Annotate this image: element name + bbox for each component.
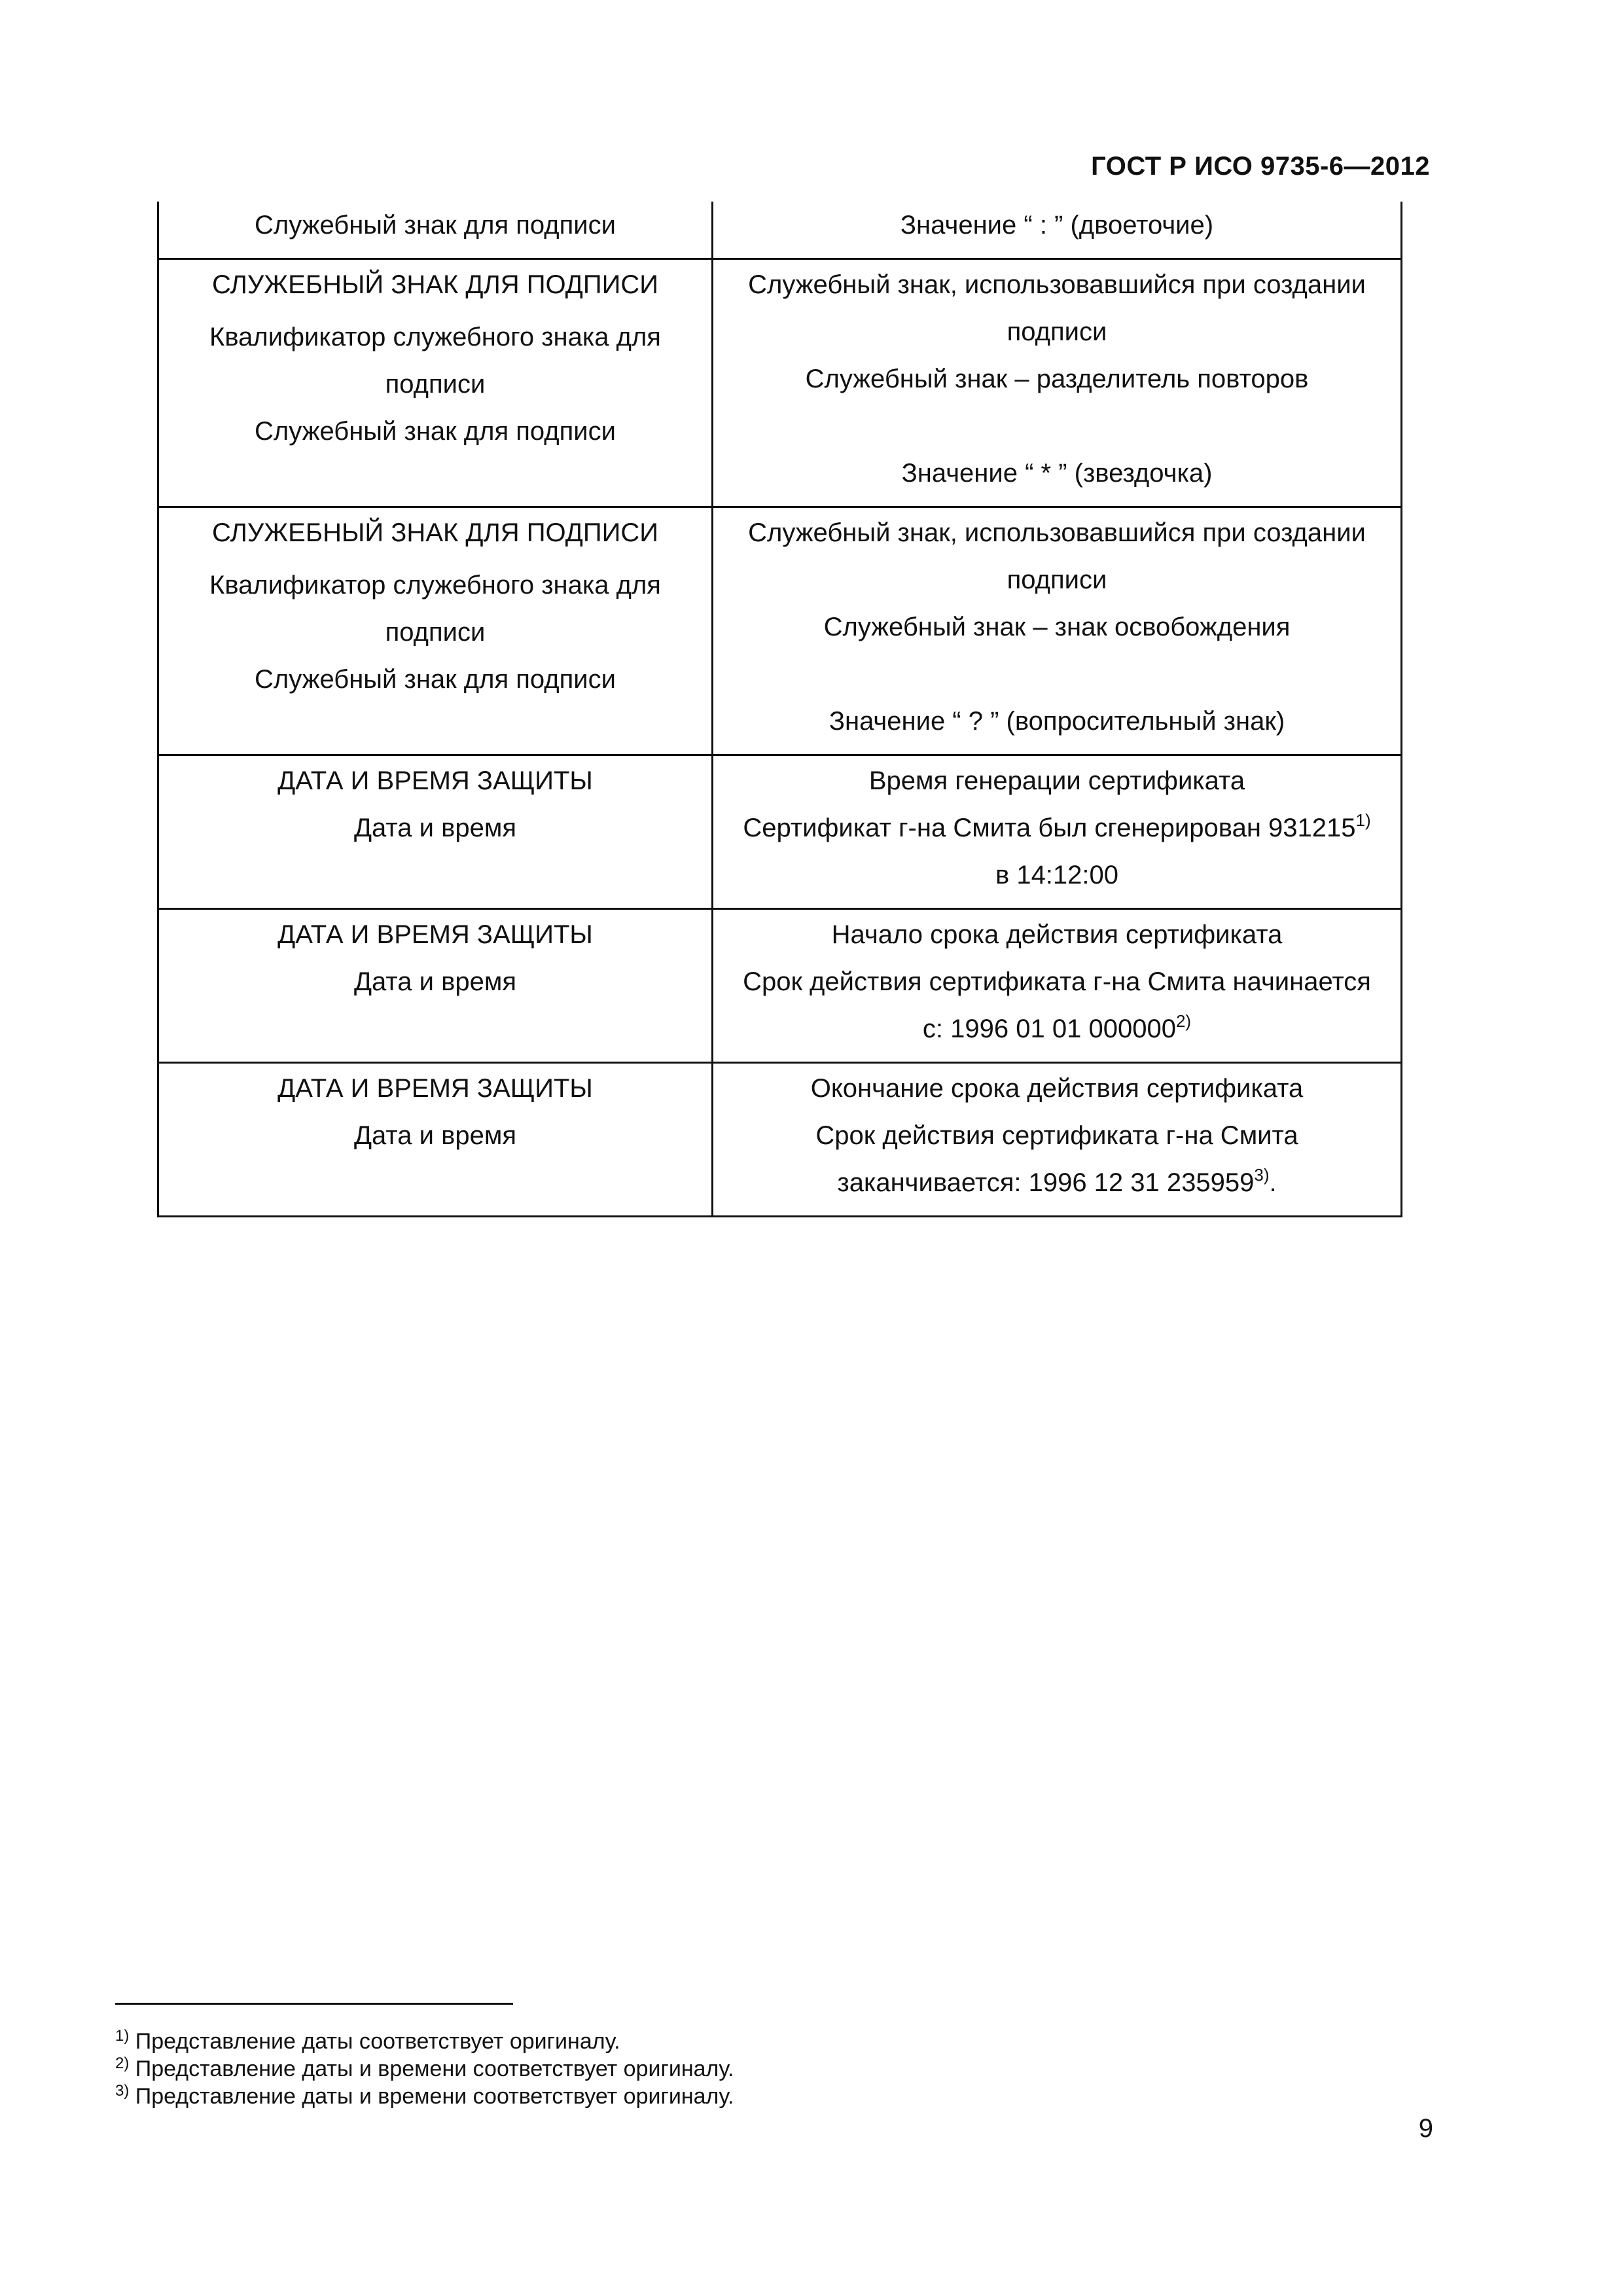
cell-line: Служебный знак для подписи bbox=[255, 211, 616, 240]
footnote-mark: 2) bbox=[115, 2054, 130, 2072]
cell-line: Значение “ : ” (двоеточие) bbox=[900, 211, 1214, 240]
footnote-item bbox=[115, 2055, 734, 2083]
page-number: 9 bbox=[1418, 2114, 1433, 2143]
footnote-mark: 1) bbox=[115, 2027, 130, 2045]
cell-line: в 14:12:00 bbox=[995, 861, 1119, 889]
table-row bbox=[158, 1063, 1402, 1217]
table-row bbox=[158, 909, 1402, 1063]
table-cell-right bbox=[713, 755, 1402, 909]
table-row bbox=[158, 755, 1402, 909]
cell-line bbox=[717, 1005, 1397, 1052]
cell-line: подписи bbox=[385, 370, 486, 399]
footnote-ref: 2) bbox=[1175, 1011, 1192, 1031]
footnote-text: Представление даты и времени соответствует оригиналу. bbox=[135, 2084, 734, 2109]
cell-line: Служебный знак для подписи bbox=[255, 665, 616, 694]
cell-line bbox=[717, 403, 1397, 450]
table-cell-left bbox=[158, 259, 713, 507]
table-cell-left bbox=[158, 755, 713, 909]
cell-line: Служебный знак – разделитель повторов bbox=[805, 365, 1309, 393]
cell-line: Служебный знак для подписи bbox=[255, 417, 616, 446]
table-cell-right bbox=[713, 202, 1402, 259]
footnote-mark: 3) bbox=[115, 2082, 130, 2100]
table-cell-right bbox=[713, 909, 1402, 1063]
footnote-ref: 3) bbox=[1254, 1165, 1270, 1185]
cell-line: Служебный знак – знак освобождения bbox=[823, 613, 1291, 641]
footnotes bbox=[115, 2028, 734, 2110]
cell-line: Время генерации сертификата bbox=[868, 766, 1245, 795]
cell-line: подписи bbox=[1007, 317, 1107, 346]
cell-line: Начало срока действия сертификата bbox=[831, 920, 1283, 949]
table-cell-left bbox=[158, 202, 713, 259]
cell-line: ДАТА И ВРЕМЯ ЗАЩИТЫ bbox=[277, 920, 593, 949]
footnote-text: Представление даты и времени соответствует оригиналу. bbox=[135, 2056, 734, 2081]
cell-line: ДАТА И ВРЕМЯ ЗАЩИТЫ bbox=[277, 1074, 593, 1103]
cell-text: Сертификат г-на Смита был сгенерирован 931215 bbox=[743, 814, 1356, 842]
cell-text: заканчивается: 1996 12 31 235959 bbox=[837, 1168, 1255, 1197]
cell-line: Значение “ * ” (звездочка) bbox=[901, 459, 1213, 488]
footnote-item bbox=[115, 2028, 734, 2055]
table-cell-left bbox=[158, 507, 713, 755]
table-cell-left bbox=[158, 1063, 713, 1217]
table-cell-right bbox=[713, 507, 1402, 755]
table-row bbox=[158, 259, 1402, 507]
cell-line: СЛУЖЕБНЫЙ ЗНАК ДЛЯ ПОДПИСИ bbox=[212, 518, 658, 547]
cell-line: Дата и время bbox=[353, 814, 517, 842]
cell-line bbox=[717, 651, 1397, 698]
footnote-ref: 1) bbox=[1355, 810, 1371, 830]
cell-line: ДАТА И ВРЕМЯ ЗАЩИТЫ bbox=[277, 766, 593, 795]
cell-line: Срок действия сертификата г-на Смита bbox=[815, 1121, 1298, 1150]
cell-line: Квалификатор служебного знака для bbox=[209, 323, 661, 351]
table-row bbox=[158, 507, 1402, 755]
cell-line: Срок действия сертификата г-на Смита начинается bbox=[743, 967, 1371, 996]
cell-line bbox=[717, 1159, 1397, 1206]
document-header: ГОСТ Р ИСО 9735-6—2012 bbox=[1091, 152, 1430, 181]
cell-text: с: 1996 01 01 000000 bbox=[922, 1014, 1176, 1043]
cell-line bbox=[717, 804, 1397, 852]
cell-text-trail: . bbox=[1269, 1168, 1277, 1197]
cell-line: подписи bbox=[385, 618, 486, 647]
cell-line: Квалификатор служебного знака для bbox=[209, 571, 661, 600]
table-cell-right bbox=[713, 1063, 1402, 1217]
cell-line: Служебный знак, использовавшийся при создании bbox=[748, 270, 1366, 299]
cell-line: Дата и время bbox=[353, 1121, 517, 1150]
cell-line: Служебный знак, использовавшийся при создании bbox=[748, 518, 1366, 547]
cell-line: Значение “ ? ” (вопросительный знак) bbox=[829, 707, 1285, 736]
table-row bbox=[158, 202, 1402, 259]
cell-line: Окончание срока действия сертификата bbox=[810, 1074, 1304, 1103]
table-cell-right bbox=[713, 259, 1402, 507]
definitions-table bbox=[157, 202, 1402, 1217]
cell-line: СЛУЖЕБНЫЙ ЗНАК ДЛЯ ПОДПИСИ bbox=[212, 270, 658, 299]
footnote-text: Представление даты соответствует оригиналу. bbox=[135, 2029, 620, 2054]
table-cell-left bbox=[158, 909, 713, 1063]
footnote-item bbox=[115, 2083, 734, 2110]
cell-line: Дата и время bbox=[353, 967, 517, 996]
footnote-divider bbox=[115, 2003, 513, 2005]
cell-line: подписи bbox=[1007, 565, 1107, 594]
